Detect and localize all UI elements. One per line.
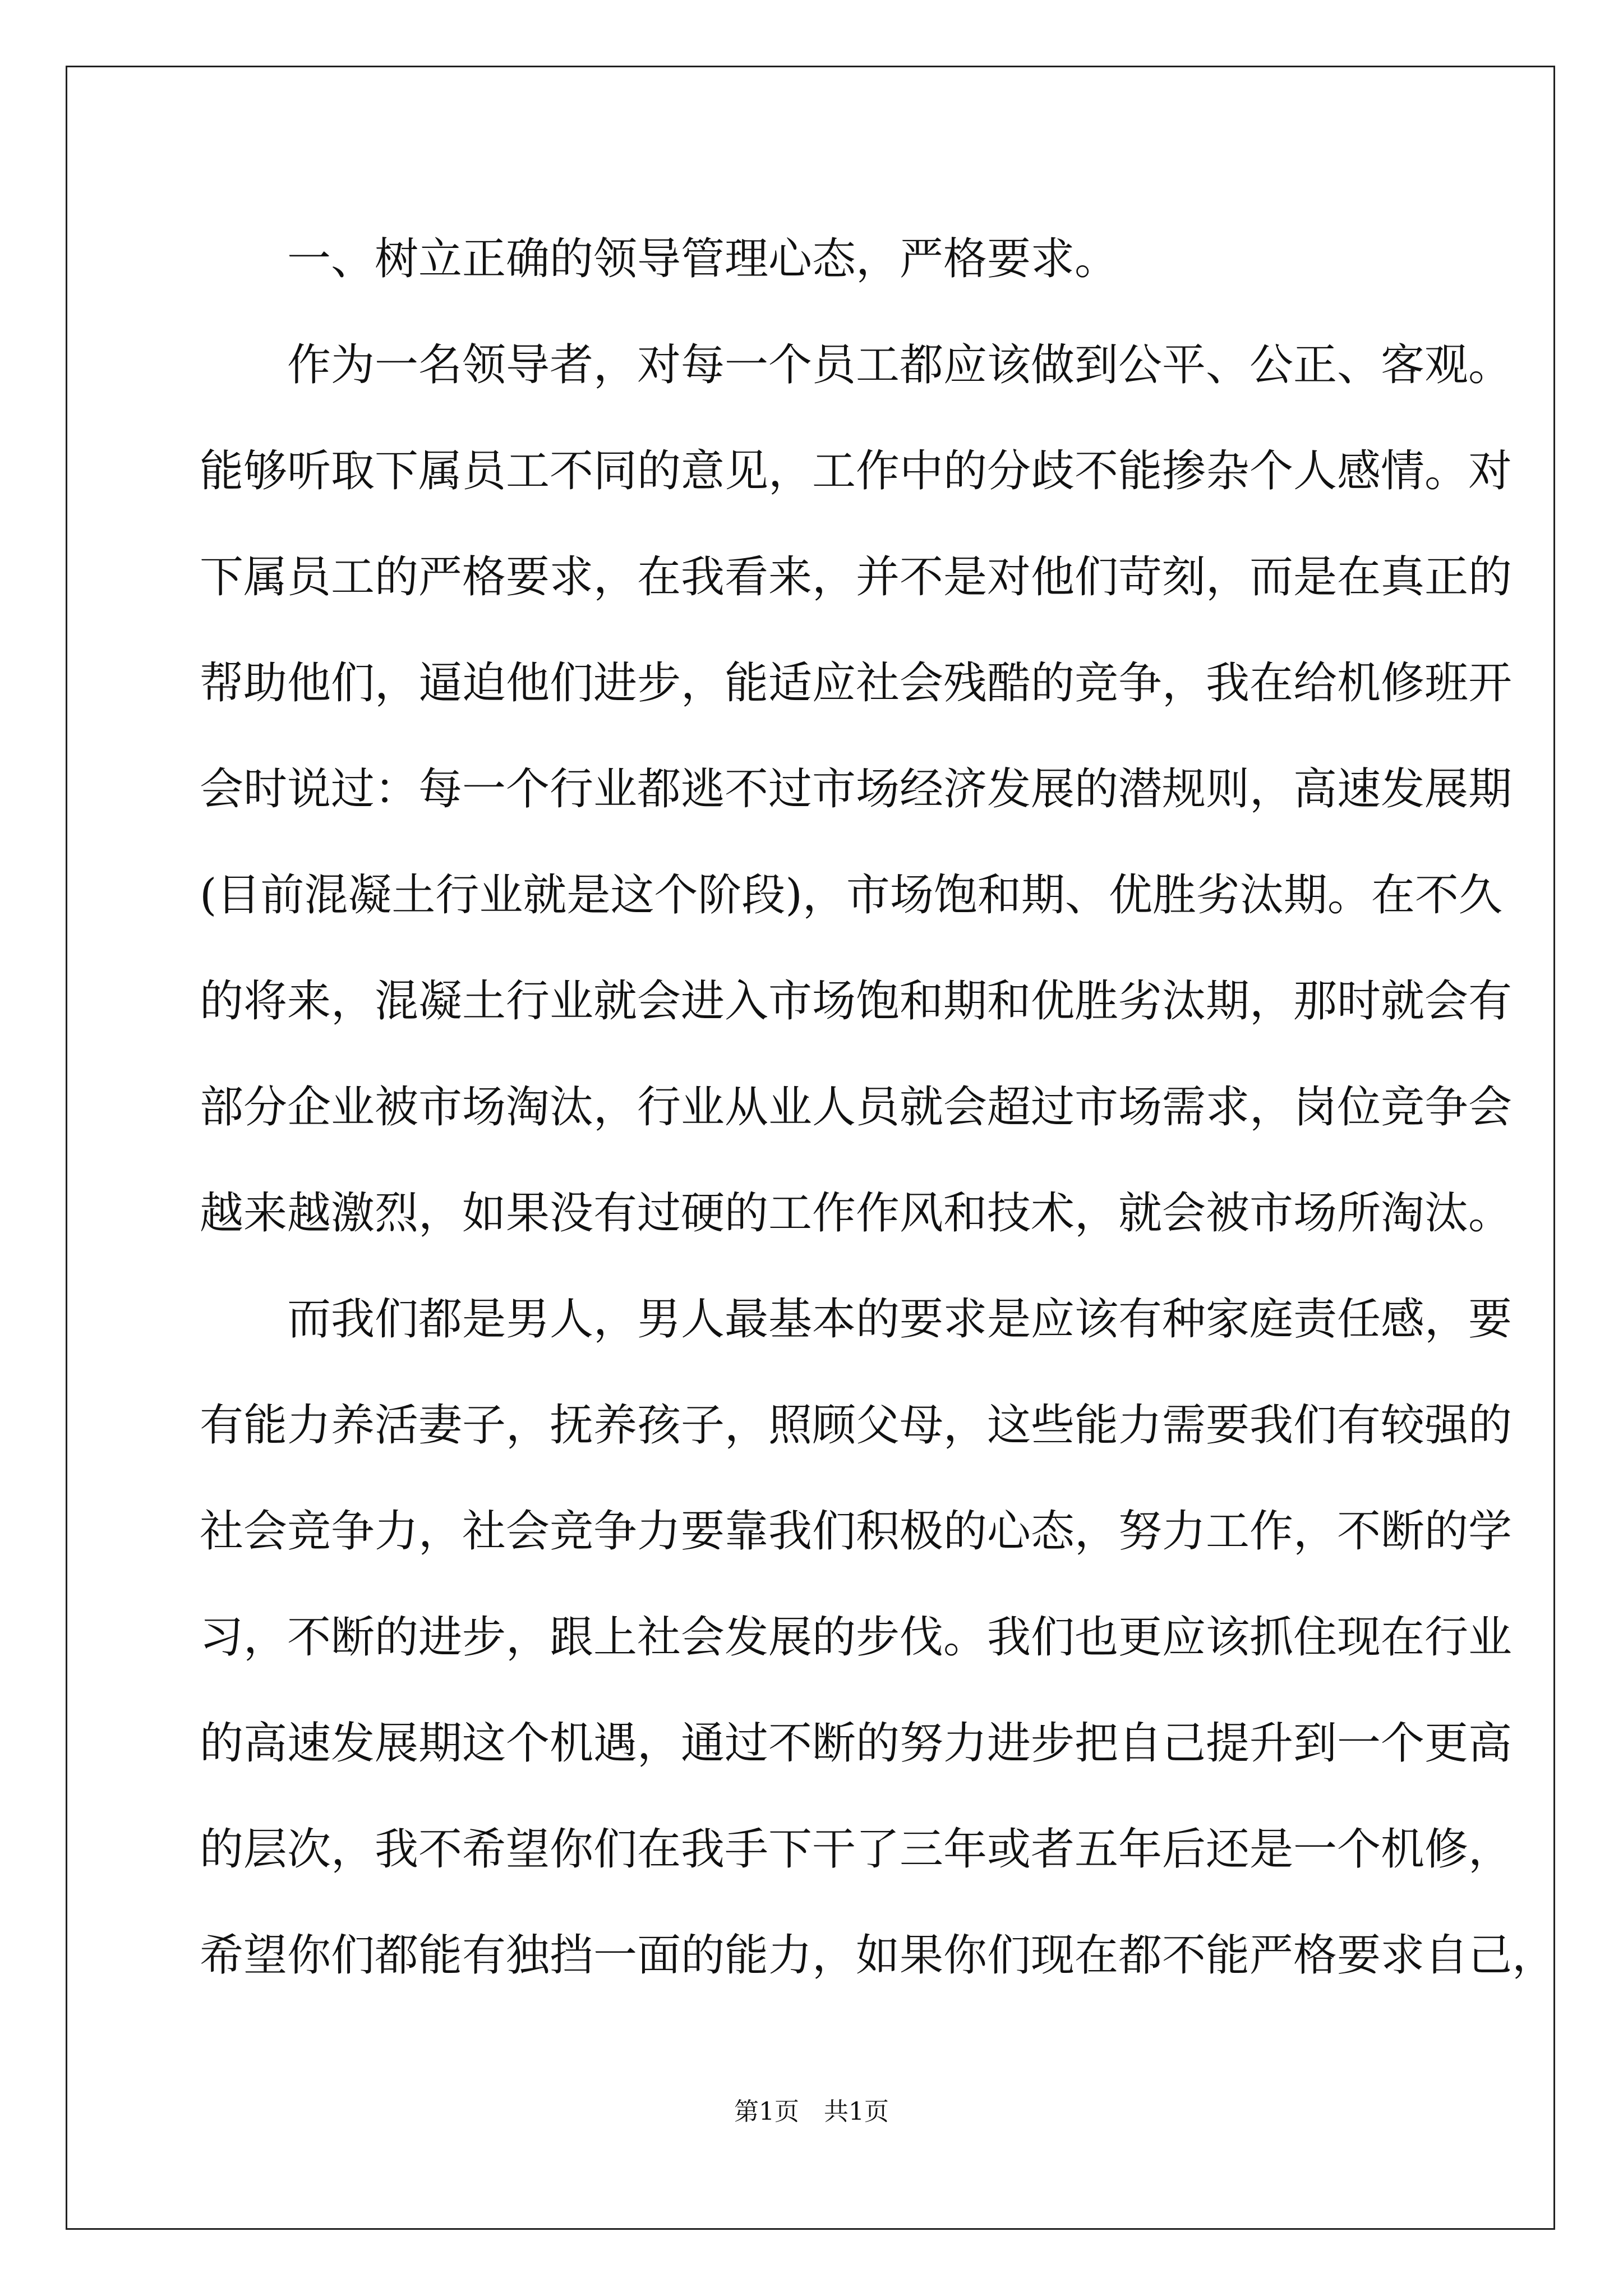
- paragraph-line: 帮助他们，逼迫他们进步，能适应社会残酷的竞争，我在给机修班开: [200, 658, 1513, 708]
- paragraph-line: 习，不断的进步，跟上社会发展的步伐。我们也更应该抓住现在行业: [200, 1612, 1513, 1663]
- paragraph-line: 社会竞争力，社会竞争力要靠我们积极的心态，努力工作，不断的学: [200, 1506, 1513, 1557]
- page-number-footer: 第1页 共1页: [734, 2097, 889, 2126]
- paragraph-line: 的将来，混凝土行业就会进入市场饱和期和优胜劣汰期，那时就会有: [200, 976, 1513, 1027]
- paragraph-line: 的高速发展期这个机遇，通过不断的努力进步把自己提升到一个更高: [200, 1718, 1513, 1769]
- section-heading: 一、树立正确的领导管理心态，严格要求。: [287, 234, 1119, 284]
- document-body: [200, 206, 1556, 2009]
- paragraph-line: (目前混凝土行业就是这个阶段)，市场饱和期、优胜劣汰期。在不久: [200, 870, 1502, 921]
- paragraph-line: 能够听取下属员工不同的意见，工作中的分歧不能掺杂个人感情。对: [200, 446, 1513, 496]
- paragraph-line: 的层次，我不希望你们在我手下干了三年或者五年后还是一个机修，: [200, 1824, 1513, 1875]
- paragraph-line: 希望你们都能有独挡一面的能力，如果你们现在都不能严格要求自己，: [200, 1930, 1556, 1981]
- paragraph-line: 越来越激烈，如果没有过硬的工作作风和技术，就会被市场所淘汰。: [200, 1188, 1513, 1239]
- paragraph-line: 部分企业被市场淘汰，行业从业人员就会超过市场需求，岗位竞争会: [200, 1082, 1513, 1133]
- paragraph-line: 有能力养活妻子，抚养孩子，照顾父母，这些能力需要我们有较强的: [200, 1400, 1513, 1451]
- paragraph-line: 下属员工的严格要求，在我看来，并不是对他们苛刻，而是在真正的: [200, 552, 1513, 602]
- paragraph-line: 而我们都是男人，男人最基本的要求是应该有种家庭责任感，要: [287, 1294, 1513, 1345]
- paragraph-line: 作为一名领导者，对每一个员工都应该做到公平、公正、客观。: [287, 340, 1513, 390]
- paragraph-line: 会时说过：每一个行业都逃不过市场经济发展的潜规则，高速发展期: [200, 764, 1513, 815]
